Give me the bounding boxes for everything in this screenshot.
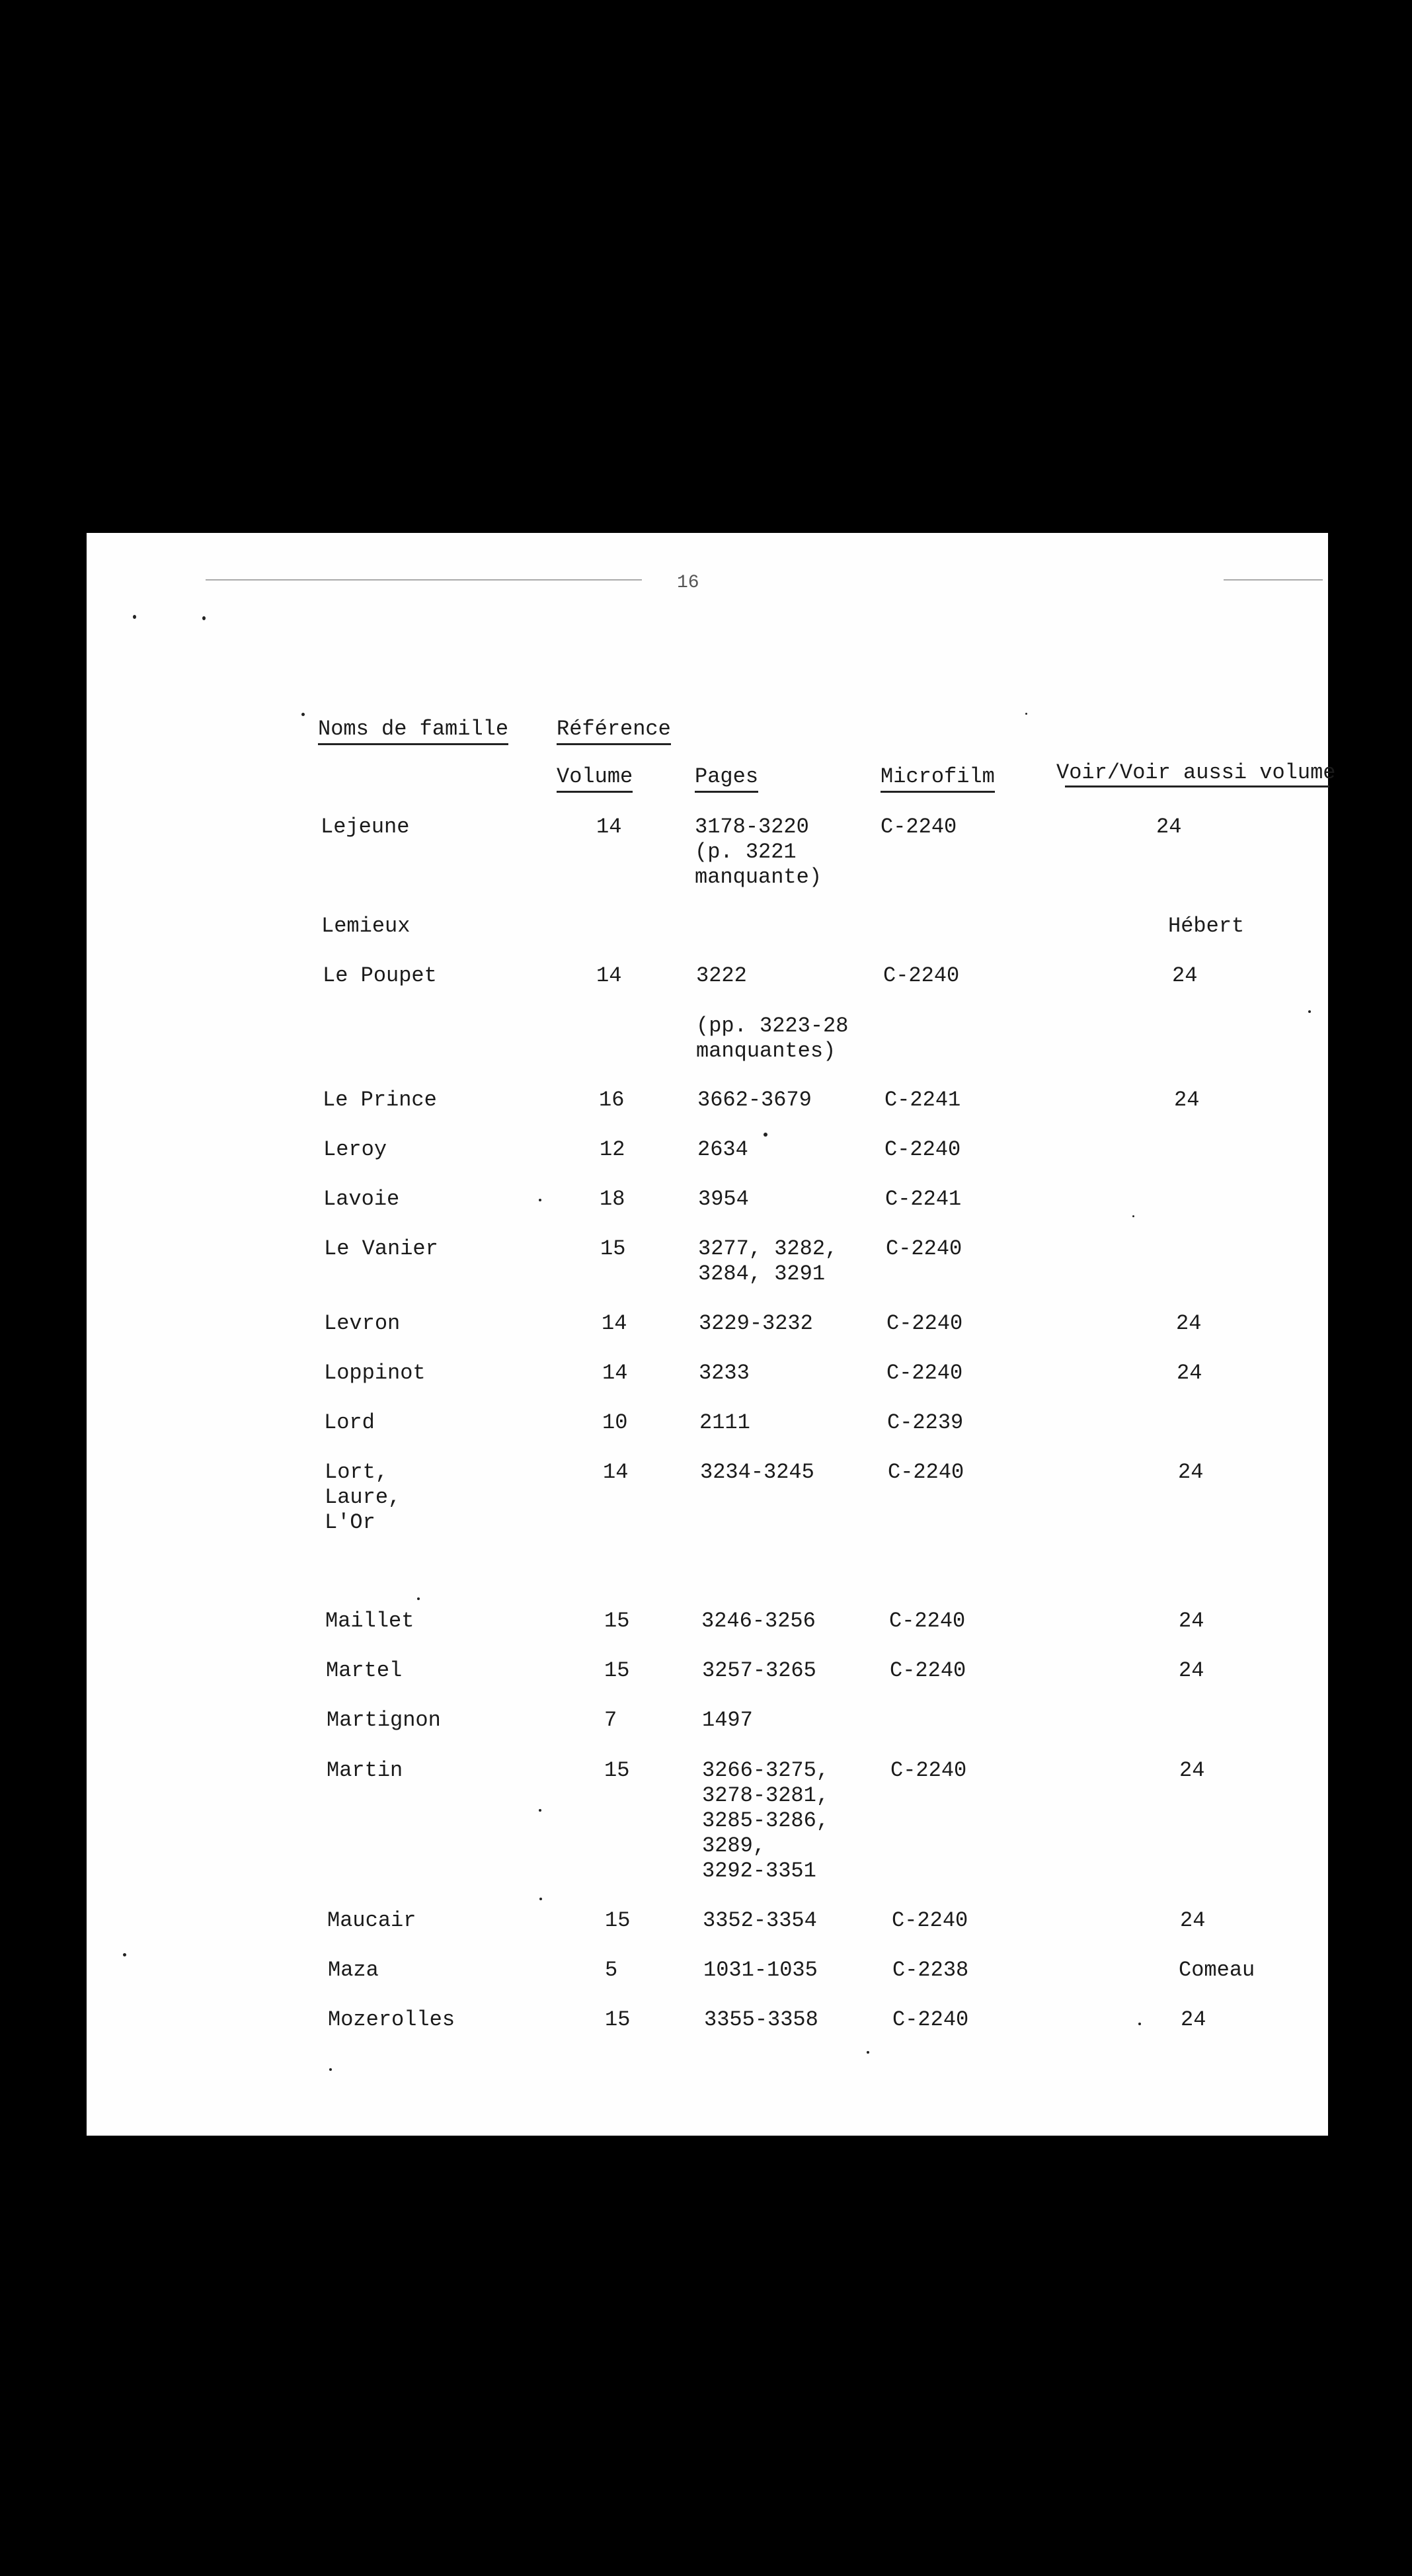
family-name: Lejeune [321,815,410,839]
microfilm-cell: C-2240 [884,1137,961,1162]
page-number: 16 [677,573,699,593]
pages-cell: 3355-3358 [704,2007,818,2032]
see-also-cell: 24 [1172,963,1198,988]
microfilm-cell: C-2239 [887,1410,964,1435]
family-name: Le Vanier [324,1236,438,1261]
see-also-cell: 24 [1176,1311,1202,1336]
volume-cell: 14 [602,1361,628,1385]
see-also-cell: 24 [1178,1460,1204,1484]
volume-cell: 15 [604,1658,630,1683]
scan-speck [867,2051,869,2054]
see-also-cell: 24 [1181,2007,1206,2032]
scan-speck [1025,713,1027,715]
microfilm-cell: C-2240 [886,1311,963,1336]
header-family-names: Noms de famille [318,717,508,745]
header-see-also-volume: Voir/Voir aussi volume [1056,760,1336,785]
volume-cell: 14 [596,815,622,839]
scan-speck [123,1953,126,1956]
pages-cell: 3257-3265 [702,1658,816,1683]
pages-cell: 1497 [702,1708,753,1732]
microfilm-cell: C-2240 [883,963,960,988]
scan-speck [539,1199,541,1201]
volume-cell: 15 [605,2007,631,2032]
family-name: Maucair [327,1908,416,1933]
microfilm-cell: C-2240 [886,1361,963,1385]
pages-cell: 3233 [699,1361,750,1385]
family-name: Martel [326,1658,403,1683]
volume-cell: 12 [600,1137,625,1162]
family-name: Maillet [325,1609,414,1633]
scan-speck [539,1809,541,1812]
pages-cell: 3229-3232 [699,1311,813,1336]
pages-cell: 3234-3245 [700,1460,814,1484]
see-also-cell: 24 [1177,1361,1202,1385]
family-name: Lavoie [323,1187,400,1211]
pages-cell: 3289, [702,1833,766,1858]
pages-cell: manquantes) [696,1039,836,1063]
scan-edge-line [206,579,642,581]
see-also-cell: 24 [1179,1658,1204,1683]
family-name: Le Poupet [323,963,437,988]
pages-cell: 3277, 3282, [698,1236,838,1261]
volume-cell: 5 [605,1958,618,1982]
pages-cell: 2111 [699,1410,750,1435]
volume-cell: 15 [600,1236,626,1261]
scan-speck [1308,1010,1311,1013]
pages-cell: 3662-3679 [697,1088,812,1112]
volume-cell: 14 [603,1460,629,1484]
see-also-cell: 24 [1180,1908,1206,1933]
volume-cell: 15 [604,1758,630,1783]
pages-cell: 3178-3220 [695,815,809,839]
pages-cell: (p. 3221 [695,840,797,864]
scan-speck [539,1898,542,1900]
volume-cell: 16 [599,1088,625,1112]
see-also-cell: 24 [1174,1088,1200,1112]
family-name: Lort, [325,1460,389,1484]
pages-cell: 1031-1035 [703,1958,818,1982]
microfilm-cell: C-2240 [889,1609,966,1633]
scan-speck [1132,1215,1134,1217]
family-name: Lord [324,1410,375,1435]
microfilm-cell: C-2240 [888,1460,964,1484]
volume-cell: 15 [605,1908,631,1933]
pages-cell: 3352-3354 [703,1908,817,1933]
pages-cell: 3292-3351 [702,1859,816,1883]
family-name: Maza [328,1958,379,1982]
header-volume: Volume [557,764,633,793]
see-also-cell: 24 [1179,1609,1204,1633]
see-also-cell: Comeau [1179,1958,1255,1982]
pages-cell: 3222 [696,963,747,988]
pages-cell: 3284, 3291 [698,1262,826,1286]
volume-cell: 14 [602,1311,627,1336]
pages-cell: 3266-3275, [702,1758,830,1783]
volume-cell: 18 [600,1187,625,1211]
microfilm-cell: C-2240 [881,815,957,839]
family-name: Loppinot [324,1361,426,1385]
scan-speck [301,713,305,716]
family-name: Leroy [323,1137,387,1162]
volume-cell: 14 [596,963,622,988]
family-name: L'Or [325,1510,375,1535]
microfilm-cell: C-2241 [884,1088,961,1112]
header-reference: Référence [557,717,671,745]
scan-speck [202,616,206,620]
pages-cell: 3246-3256 [701,1609,816,1633]
pages-cell: 2634 [697,1137,748,1162]
scan-edge-line [1224,579,1323,581]
family-name: Martin [327,1758,403,1783]
scan-speck [764,1133,767,1137]
pages-cell: 3954 [698,1187,749,1211]
family-name: Mozerolles [328,2007,455,2032]
family-name: Levron [324,1311,401,1336]
see-also-cell: Hébert [1168,914,1245,938]
header-see-also-underline [1065,785,1329,787]
document-page [87,533,1336,2136]
microfilm-cell: C-2240 [890,1758,967,1783]
microfilm-cell: C-2238 [892,1958,969,1982]
header-microfilm: Microfilm [881,764,995,793]
pages-cell: 3285-3286, [702,1808,830,1833]
microfilm-cell: C-2241 [885,1187,962,1211]
header-pages: Pages [695,764,758,793]
family-name: Laure, [325,1485,401,1509]
volume-cell: 7 [604,1708,617,1732]
pages-cell: (pp. 3223-28 [696,1014,849,1038]
family-name: Le Prince [323,1088,437,1112]
family-name: Lemieux [321,914,411,938]
see-also-cell: 24 [1156,815,1182,839]
scan-speck [329,2068,332,2071]
pages-cell: 3278-3281, [702,1783,830,1808]
scan-speck [133,615,136,619]
microfilm-cell: C-2240 [890,1658,966,1683]
scan-speck [1138,2023,1141,2025]
see-also-cell: 24 [1179,1758,1205,1783]
pages-cell: manquante) [695,865,822,889]
volume-cell: 15 [604,1609,630,1633]
microfilm-cell: C-2240 [892,1908,968,1933]
scan-speck [417,1597,420,1600]
microfilm-cell: C-2240 [892,2007,969,2032]
microfilm-cell: C-2240 [886,1236,962,1261]
volume-cell: 10 [602,1410,628,1435]
family-name: Martignon [327,1708,441,1732]
